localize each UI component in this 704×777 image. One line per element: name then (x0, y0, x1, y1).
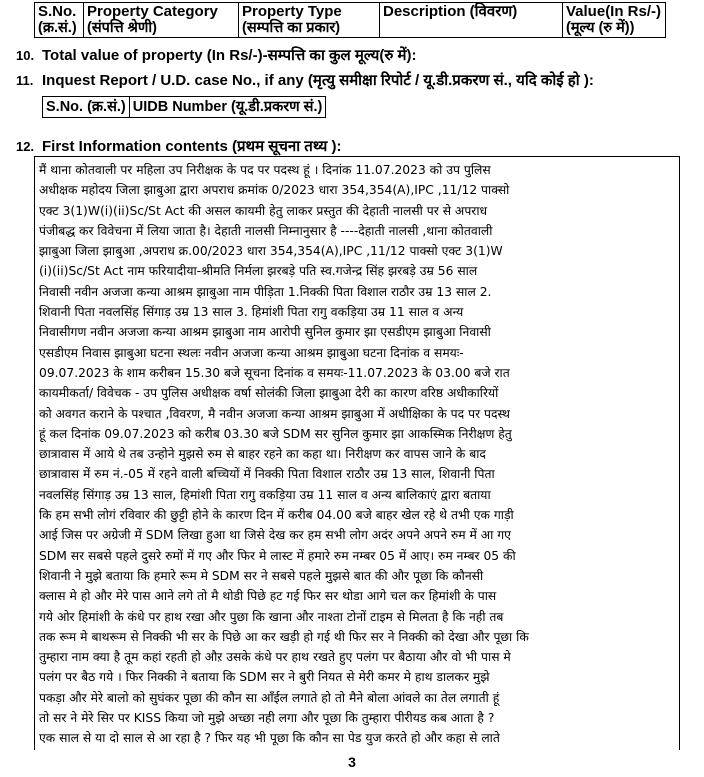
fir-line: झाबुआ जिला झाबुआ ,अपराध क्र.00/2023 धारा 354,354(A),IPC ,11/12 पाक्सो एक्ट 3(1)W (39, 244, 503, 259)
fir-line: निवासी नवीन अजजा कन्या आश्रम झाबुआ नाम पीड़िता 1.निक्की पिता विशाल राठौर उम्र 13 साल 2. (39, 284, 492, 299)
item-11-inquest-report: 11. Inquest Report / U.D. case No., if any (मृत्यु समीक्षा रिपोर्ट / यू.डी.प्रकरण सं., यदि कोई हो ): (16, 72, 594, 89)
item-10-total-value: 10. Total value of property (In Rs/-)-सम्पत्ति का कुल मूल्य(रु में): (16, 47, 417, 64)
fir-line: 09.07.2023 के शाम करीबन 15.30 बजे सूचना दिनांक व समयः-11.07.2023 के 03.00 बजे रात (39, 365, 510, 380)
fir-line: नवलसिंह सिंगाड़ उम्र 13 साल, हिमांशी पिता रागु वकड़िया उम्र 11 साल व अन्य बालिकाएं द्वारा बताया (39, 487, 491, 502)
fir-line: मैं थाना कोतवाली पर महिला उप निरीक्षक के पद पर पदस्थ हूं । दिनांक 11.07.2023 को उप पुलिस (39, 163, 491, 177)
fir-line: शिवानी ने मुझे बताया कि हमारे रूम मे SDM सर ने सबसे पहले मुझसे बात की और पूछा कि कौनसी (39, 568, 484, 583)
fir-line: छात्रावास में आये थे तब उन्होने मुझसे रुम से बाहर रहने का कहा था। निरीक्षण कर वापस जाने के बाद (39, 447, 486, 462)
header-description: Description (विवरण) (380, 3, 563, 38)
fir-line: पलंग पर बैठ गये । फिर निक्की ने बताया कि SDM सर ने बुरी नियत से मेरी कमर मे हाथ डालकर मुझे (39, 670, 490, 685)
fir-text (39, 160, 675, 750)
fir-line: एक्ट 3(1)W(i)(ii)Sc/St Act की असल कायमी हेतु लाकर प्रस्तुत की देहाती नालसी पर से अपराध (39, 203, 488, 218)
fir-line: कायमीकर्ता/ विवेचक - उप पुलिस अधीक्षक वर्षा सोलंकी जिला झाबुआ देरी का कारण वरिष्ठ अधीकारियों (39, 386, 499, 401)
fir-line: अधीक्षक महोदय जिला झाबुआ द्वारा अपराध क्रमांक 0/2023 धारा 354,354(A),IPC ,11/12 पाक्सो (39, 183, 510, 198)
fir-line: गये ओर हिमांशी के कंधे पर हाथ रखा और पुछा कि खाना और नाश्ता टोनों टाइम से मिलता है कि नही तब (39, 609, 504, 624)
fir-line: तुम्हारा नाम क्या है तूम कहां रहती हो औऱ उसके कंधे पर हाथ रखते हुए पलंग पर बैठाया और वो भी पास मे (39, 650, 511, 665)
fir-line: (i)(ii)Sc/St Act नाम फरियादीया-श्रीमति निर्मला झरबड़े पति स्व.गजेन्द्र सिंह झरबड़े उम्र 56 साल (39, 264, 478, 279)
fir-line: को अवगत कराने के पश्चात ,विवरण, मै नवीन अजजा कन्या आश्रम झाबुआ में अधीक्षिका के पद पर पदस्थ (39, 406, 510, 421)
uidb-header-sno: S.No. (क्र.सं.) (43, 97, 130, 118)
fir-line: आई जिस पर अग्रेजी में SDM लिखा हुआ था जिसे देख कर हम सभी लोग अदंर अपने अपने रुम में आ गए (39, 528, 511, 543)
item-12-fir-heading: 12. First Information contents (प्रथम सूचना तथ्य ): (16, 138, 342, 155)
uidb-header-number: UIDB Number (यू.डी.प्रकरण सं.) (129, 97, 326, 118)
header-property-category: Property Category (संपत्ति श्रेणी) (84, 3, 239, 38)
uidb-table (42, 96, 326, 118)
fir-line: पकड़ा और मेरे बालो को सुघंकर पूछा की कौन सा आँईल लगाते हो तो मैने बोला आंवले का तेल लगाती हूं (39, 690, 500, 705)
fir-line: कि हम सभी लोगं रविवार की छुट्टी होने के कारण दिन में करीब 04.00 बजे बाहर खेल रहे थे तभी एक गाड़ी (39, 508, 514, 523)
property-table-header-row (35, 3, 666, 38)
fir-line: शिवानी पिता नवलसिंह सिंगाड़ उम्र 13 साल 3. हिमांशी पिता रागु वकड़िया उम्र 11 साल व अन्य (39, 305, 464, 320)
fir-contents-box (34, 156, 680, 750)
uidb-header-row (43, 97, 326, 118)
fir-line: पंजीबद्ध कर विवेचना में लिया जाता है। देहाती नालसी निम्नानुसार है ----देहाती नालसी ,थाना कोतवाली (39, 223, 493, 238)
fir-line: क्लास मे हो और मेरे पास आने लगे तो मै थोडी पिछे हट गई फिर सर थोडा आगे चल कर हिमांशी के पास (39, 589, 497, 604)
fir-line: एक साल से या दो साल से आ रहा है ? फिर यह भी पूछा कि कौन सा पेड युज करते हो और कहा से लाते (39, 731, 500, 746)
fir-line (39, 749, 675, 750)
property-table (34, 2, 666, 38)
header-value: Value(In Rs/-) (मूल्य (रु में)) (563, 3, 666, 38)
fir-line: निवासीगण नवीन अजजा कन्या आश्रम झाबुआ नाम आरोपी सुनिल कुमार झा एसडीएम झाबुआ निवासी (39, 325, 491, 340)
fir-line: एसडीएम निवास झाबुआ घटना स्थलः नवीन अजजा कन्या आश्रम झाबुआ घटना दिनांक व समयः- (39, 345, 464, 360)
fir-line: तो सर ने मेरे सिर पर KISS किया जो मुझे अच्छा नही लगा और पूछा कि तुम्हारा पीरीयड कब आता है ? (39, 711, 495, 726)
page-number: 3 (348, 754, 356, 770)
header-sno: S.No. (क्र.सं.) (35, 3, 84, 38)
fir-line: हूं कल दिनांक 09.07.2023 को करीब 03.30 बजे SDM सर सुनिल कुमार झा आकस्मिक निरीक्षण हेतु (39, 426, 512, 441)
fir-line: SDM सर सबसे पहले दुसरे रुमों में गए और फिर मे लास्ट में हमारे रुम नम्बर 05 में आए। रुम नम्बर 05 की (39, 548, 516, 563)
fir-line: तक रूम मे बाथरूम से निक्की भी सर के पिछे आ कर खड़ी हो गई थी फिर सर ने निक्की को देखा और पूछा कि (39, 629, 529, 644)
header-property-type: Property Type (सम्पत्ति का प्रकार) (239, 3, 380, 38)
fir-line: छात्रावास में रुम नं.-05 में रहने वाली बच्चियों में निक्की पिता विशाल राठौर उम्र 13 साल, शिवानी पिता (39, 467, 495, 482)
